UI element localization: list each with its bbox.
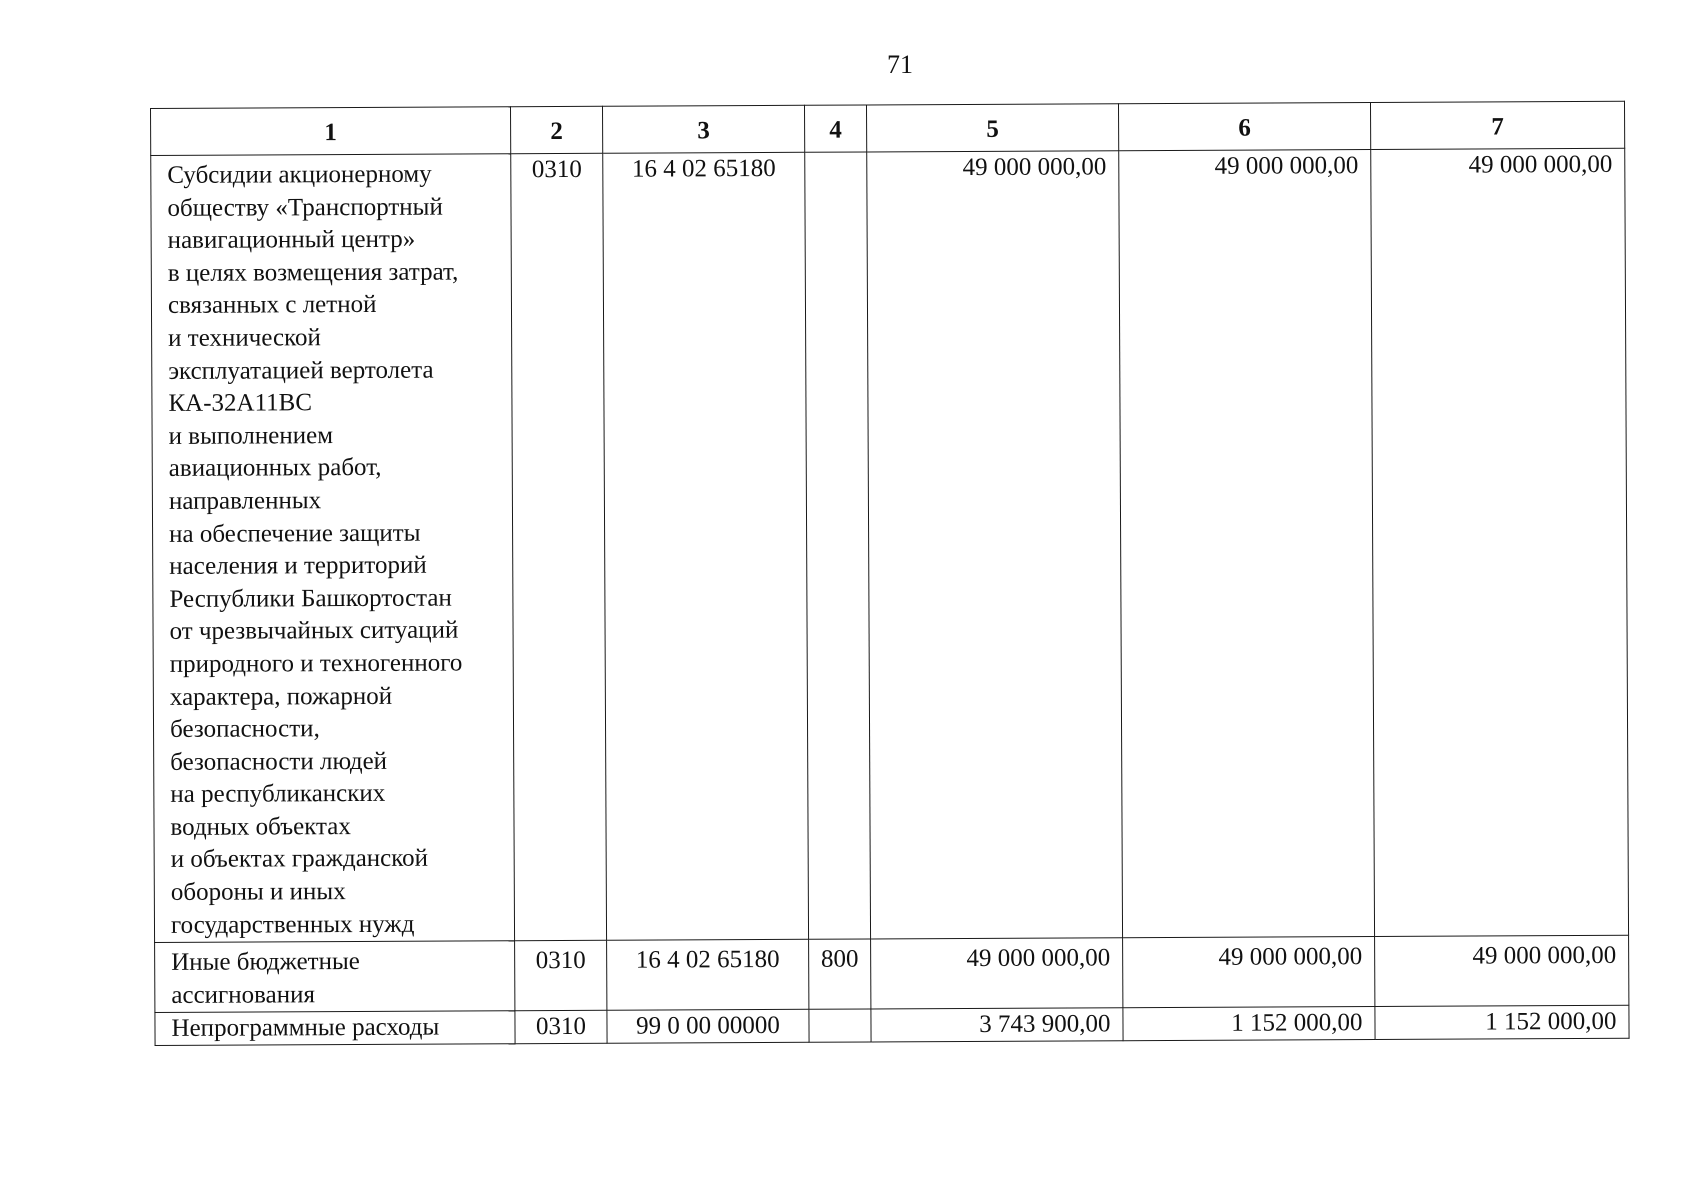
column-header-1: 1: [151, 107, 511, 156]
expense-type-cell: [809, 1009, 871, 1042]
amount-col7-cell: 49 000 000,00: [1371, 148, 1629, 936]
row-name-cell: [151, 154, 515, 943]
row-name-text: Непрограммные расходы: [171, 1014, 440, 1043]
expense-type-cell: [805, 152, 871, 940]
amount-col7-cell: 49 000 000,00: [1375, 936, 1629, 1007]
row-name-text: Иные бюджетные ассигнования: [171, 948, 360, 1009]
amount-col5-cell: 3 743 900,00: [871, 1008, 1123, 1042]
column-header-4: 4: [804, 105, 866, 152]
section-code-cell: 0310: [515, 941, 607, 1012]
row-name-text: Субсидии акционерному обществу «Транспортный навигационный центр» в целях возмещения затрат, связанных с летной и технической эксплуатацией вертолета КА-32А11ВС и выполнением авиационных работ, направленных на обеспечение защиты населения и территорий Республики Башкортостан от чрезвычайных ситуаций природного и техногенного характера, пожарной безопасности, безопасности людей на республиканских водных объектах и объектах гражданской обороны и иных государственных нужд: [167, 160, 463, 939]
row-name-cell: [155, 1011, 515, 1046]
header-row: [151, 101, 1625, 155]
column-header-2: 2: [510, 106, 602, 153]
target-code-cell: 99 0 00 00000: [607, 1010, 809, 1044]
budget-table: [150, 101, 1630, 1047]
column-header-3: 3: [602, 105, 804, 153]
amount-col6-cell: 49 000 000,00: [1123, 937, 1375, 1008]
amount-col7-cell: 1 152 000,00: [1375, 1006, 1629, 1040]
expense-type-cell: 800: [809, 939, 871, 1009]
column-header-7: 7: [1370, 101, 1624, 149]
amount-col5-cell: 49 000 000,00: [871, 938, 1123, 1009]
amount-col6-cell: 49 000 000,00: [1119, 150, 1375, 938]
amount-col6-cell: 1 152 000,00: [1123, 1007, 1375, 1041]
column-header-5: 5: [866, 104, 1118, 152]
table-row: [155, 1006, 1629, 1046]
section-code-cell: 0310: [515, 1011, 607, 1044]
table-row: [155, 936, 1629, 1013]
row-name-cell: [155, 941, 515, 1013]
target-code-cell: 16 4 02 65180: [603, 152, 809, 940]
page-number: 71: [887, 50, 913, 79]
table-row: [151, 148, 1629, 942]
section-code-cell: 0310: [511, 153, 607, 941]
target-code-cell: 16 4 02 65180: [607, 940, 809, 1011]
amount-col5-cell: 49 000 000,00: [867, 151, 1123, 939]
column-header-6: 6: [1118, 103, 1370, 151]
